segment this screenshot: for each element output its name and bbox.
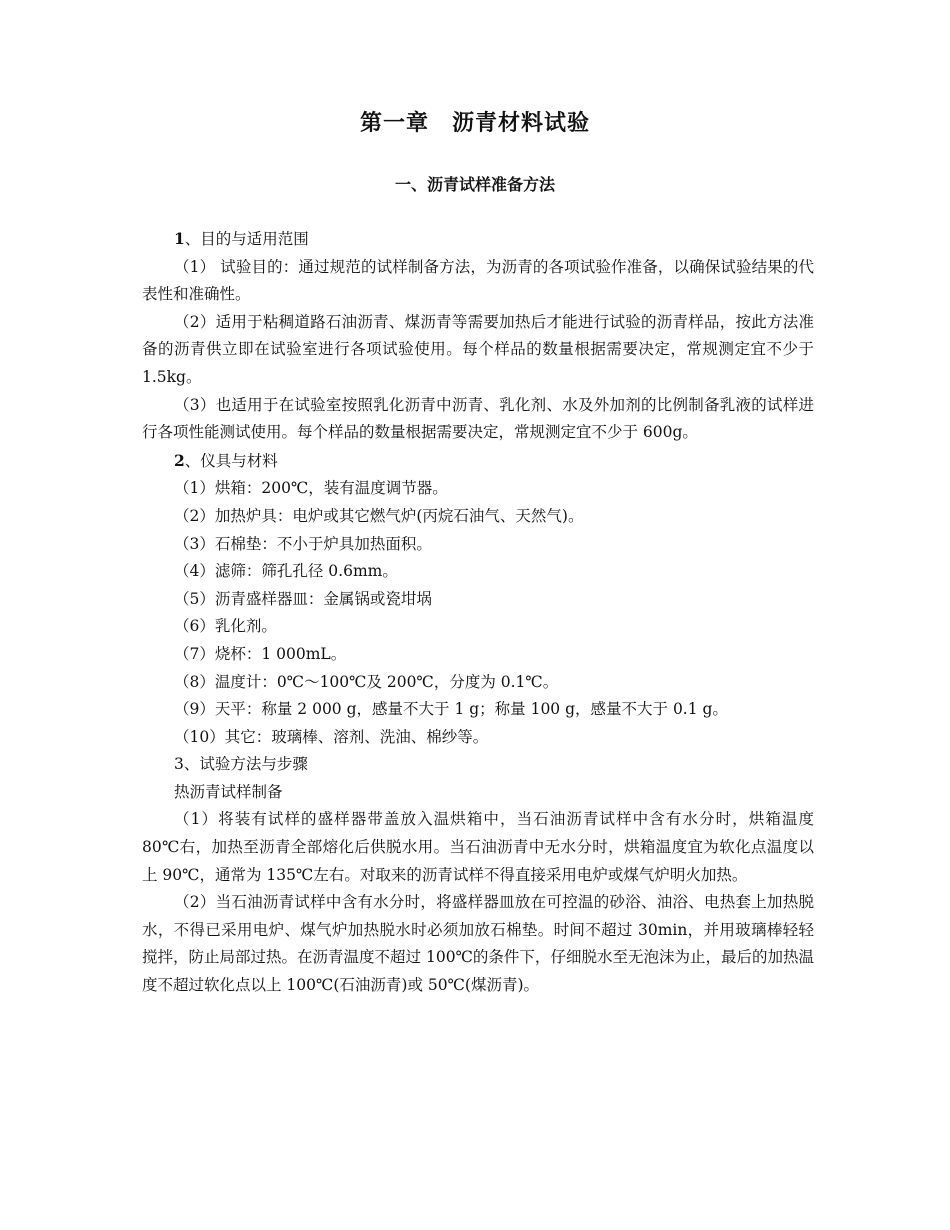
list-item: （9）天平：称量 2 000 g，感量不大于 1 g；称量 100 g，感量不大于 0.1 g。 bbox=[174, 700, 728, 719]
list-item: （1）烘箱：200℃，装有温度调节器。 bbox=[174, 479, 448, 498]
paragraph-step-1: （1）将装有试样的盛样器带盖放入温烘箱中，当石油沥青试样中含有水分时，烘箱温度 80℃右，加热至沥青全部熔化后供脱水用。当石油沥青中无水分时，烘箱温度宜为软化点温度以上 90℃，通常为 135℃左右。对取来的沥青试样不得直接采用电炉或煤气炉明火加热。 bbox=[142, 810, 814, 884]
list-item: （7）烧杯：1 000mL。 bbox=[174, 644, 347, 663]
list-item: （8）温度计：0℃～100℃及 200℃，分度为 0.1℃。 bbox=[174, 672, 559, 691]
paragraph-scope-viscous: （2）适用于粘稠道路石油沥青、煤沥青等需要加热后才能进行试验的沥青样品，按此方法准备的沥青供立即在试验室进行各项试验使用。每个样品的数量根据需要决定，常规测定宜不少于 1.5kg。 bbox=[142, 312, 814, 386]
subheading-hot-asphalt: 热沥青试样制备 bbox=[174, 782, 283, 801]
list-item: （6）乳化剂。 bbox=[174, 617, 277, 636]
list-item: （5）沥青盛样器皿：金属锅或瓷坩埚 bbox=[174, 589, 432, 608]
list-item: （10）其它：玻璃棒、溶剂、洗油、棉纱等。 bbox=[174, 727, 489, 746]
chapter-title: 第一章 沥青材料试验 bbox=[359, 110, 590, 136]
paragraph-scope-emulsion: （3）也适用于在试验室按照乳化沥青中沥青、乳化剂、水及外加剂的比例制备乳液的试样进行各项性能测试使用。每个样品的数量根据需要决定，常规测定宜不少于 600g。 bbox=[142, 395, 814, 442]
heading-text: 、仪具与材料 bbox=[184, 451, 278, 470]
list-item: （4）滤筛：筛孔孔径 0.6mm。 bbox=[174, 562, 398, 581]
list-item: （2）加热炉具：电炉或其它燃气炉(丙烷石油气、天然气)。 bbox=[174, 506, 584, 525]
paragraph-purpose: （1） 试验目的：通过规范的试样制备方法，为沥青的各项试验作准备，以确保试验结果的代表性和准确性。 bbox=[142, 257, 814, 304]
paragraph-step-2: （2）当石油沥青试样中含有水分时，将盛样器皿放在可控温的砂浴、油浴、电热套上加热脱水，不得已采用电炉、煤气炉加热脱水时必须加放石棉垫。时间不超过 30min，并用玻璃棒轻轻搅拌，防止局部过热。在沥青温度不超过 100℃的条件下，仔细脱水至无泡沫为止，最后的加热温度不超过软化点以上 100℃(石油沥青)或 50℃(煤沥青)。 bbox=[142, 893, 814, 995]
heading-purpose-scope bbox=[142, 225, 814, 254]
heading-number: 2 bbox=[174, 450, 185, 470]
heading-text: 、目的与适用范围 bbox=[184, 230, 309, 248]
heading-apparatus bbox=[142, 447, 814, 476]
heading-number: 1 bbox=[174, 229, 185, 248]
document-body bbox=[142, 225, 814, 1000]
list-item: （3）石棉垫：不小于炉具加热面积。 bbox=[174, 534, 432, 553]
section-title: 一、沥青试样准备方法 bbox=[394, 175, 555, 194]
heading-method-steps: 3、试验方法与步骤 bbox=[174, 755, 308, 774]
